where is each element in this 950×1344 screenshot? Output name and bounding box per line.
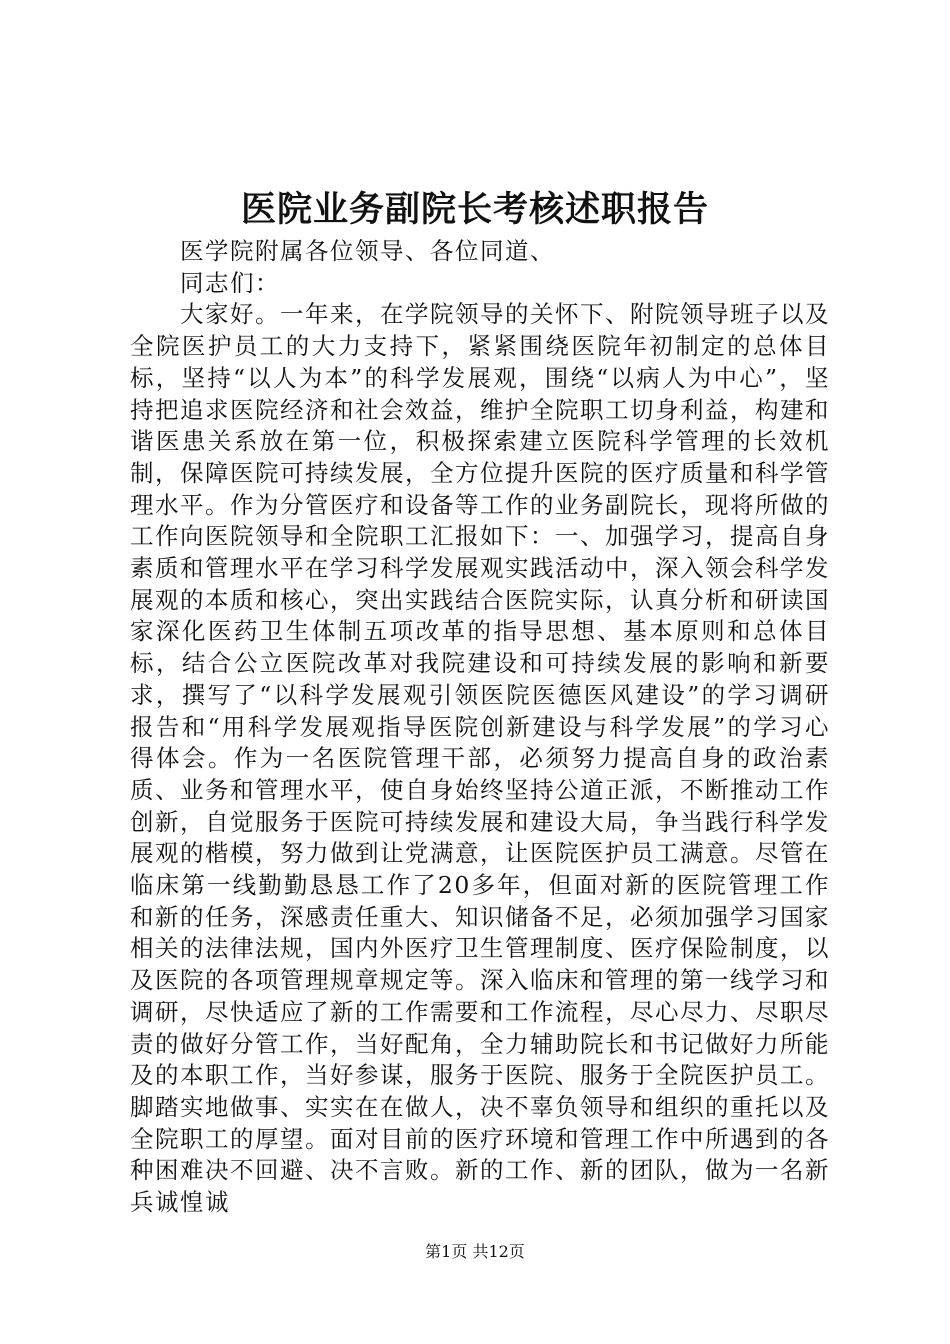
salutation-line-1: 医学院附属各位领导、各位同道、 (180, 237, 555, 265)
salutation-line-2: 同志们： (180, 268, 280, 297)
document-body (130, 236, 830, 1219)
document-title: 医院业务副院长考核述职报告 (240, 189, 709, 230)
page-footer: 第1页 共12页 (425, 1242, 525, 1261)
body-paragraph: 大家好。一年来，在学院领导的关怀下、附院领导班子以及全院医护员工的大力支持下，紧紧围绕医院年初制定的总体目标，坚持“以人为本”的科学发展观，围绕“以病人为中心”，坚持把追求医院经济和社会效益，维护全院职工切身利益，构建和谐医患关系放在第一位，积极探索建立医院科学管理的长效机制，保障医院可持续发展，全方位提升医院的医疗质量和科学管理水平。作为分管医疗和设备等工作的业务副院长，现将所做的工作向医院领导和全院职工汇报如下：一、加强学习，提高自身素质和管理水平在学习科学发展观实践活动中，深入领会科学发展观的本质和核心，突出实践结合医院实际，认真分析和研读国家深化医药卫生体制五项改革的指导思想、基本原则和总体目标，结合公立医院改革对我院建设和可持续发展的影响和新要求，撰写了“以科学发展观引领医院医德医风建设”的学习调研报告和“用科学发展观指导医院创新建设与科学发展”的学习心得体会。作为一名医院管理干部，必须努力提高自身的政治素质、业务和管理水平，使自身始终坚持公道正派，不断推动工作创新，自觉服务于医院可持续发展和建设大局，争当践行科学发展观的楷模，努力做到让党满意，让医院医护员工满意。尽管在临床第一线勤勤恳恳工作了20多年，但面对新的医院管理工作和新的任务，深感责任重大、知识储备不足，必须加强学习国家相关的法律法规，国内外医疗卫生管理制度、医疗保险制度，以及医院的各项管理规章规定等。深入临床和管理的第一线学习和调研，尽快适应了新的工作需要和工作流程，尽心尽力、尽职尽责的做好分管工作，当好配角，全力辅助院长和书记做好力所能及的本职工作，当好参谋，服务于医院、服务于全院医护员工。脚踏实地做事、实实在在做人，决不辜负领导和组织的重托以及全院职工的厚望。面对目前的医疗环境和管理工作中所遇到的各种困难决不回避、决不言败。新的工作、新的团队，做为一名新兵诚惶诚 (130, 300, 830, 1217)
